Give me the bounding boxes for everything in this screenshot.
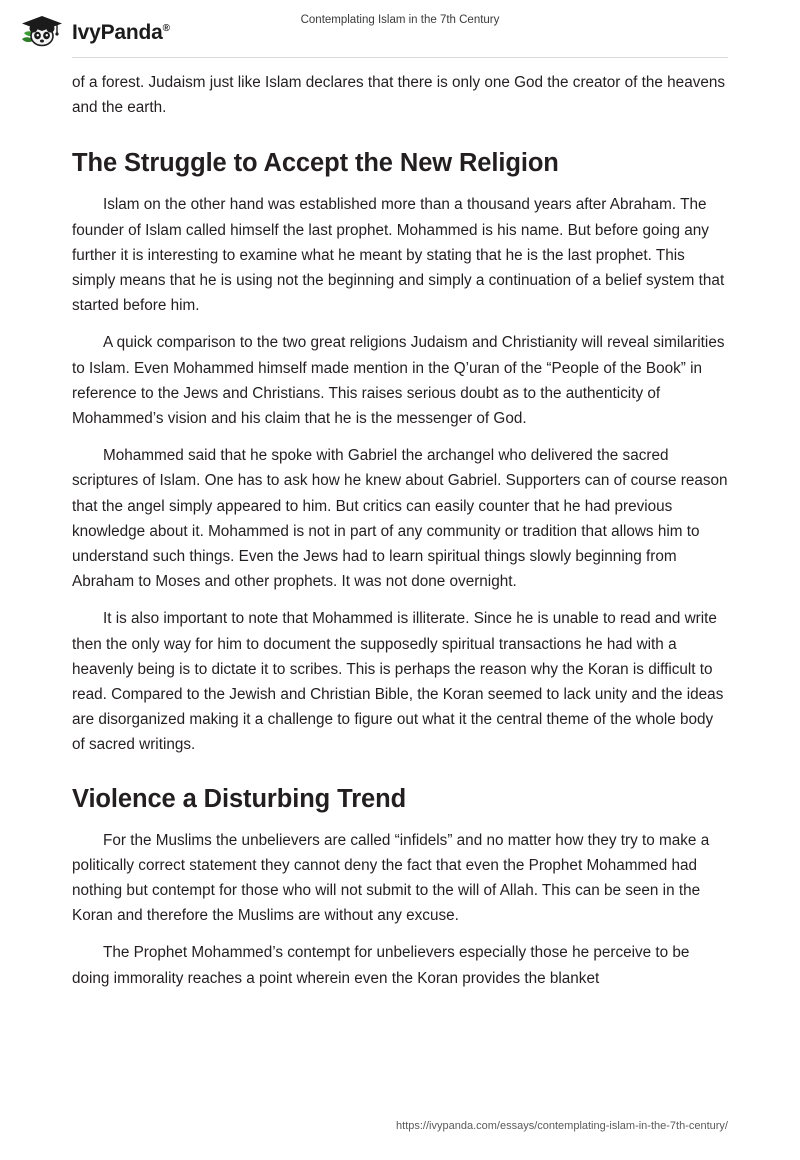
registered-mark: ®	[162, 22, 170, 34]
running-title: Contemplating Islam in the 7th Century	[300, 14, 500, 26]
section-heading: Violence a Disturbing Trend	[72, 784, 407, 813]
page-header	[0, 0, 800, 62]
paragraph: of a forest. Judaism just like Islam declares that there is only one God the creator of the heavens and the earth.	[72, 74, 726, 117]
paragraph: Mohammed said that he spoke with Gabriel the archangel who delivered the sacred scriptures of Islam. One has to ask how he knew about Gabriel. Supporters can of course reason that the angel simply appeared to him. But critics can easily counter that he had previous knowledge about it. Mohammed is not in part of any community or tradition that allows him to understand such things. Even the Jews had to learn spiritual things slowly beginning from Abraham to Moses and other prophets. It was not done overnight.	[72, 447, 728, 591]
paragraph: A quick comparison to the two great religions Judaism and Christianity will reveal similarities to Islam. Even Mohammed himself made mention in the Q’uran of the “People of the Book” in reference to the Jews and Christians. This raises serious doubt as to the authenticity of Mohammed’s vision and his claim that he is the messenger of God.	[72, 334, 725, 428]
section-heading: The Struggle to Accept the New Religion	[72, 149, 559, 178]
brand-name: IvyPanda®	[72, 20, 170, 44]
source-url[interactable]: https://ivypanda.com/essays/contemplating-islam-in-the-7th-century/	[396, 1120, 728, 1132]
document-body	[72, 70, 729, 991]
paragraph: For the Muslims the unbelievers are called “infidels” and no matter how they try to make a politically correct statement they cannot deny the fact that even the Prophet Mohammed had nothing but contempt for those who will not submit to the will of Allah. This can be seen in the Koran and therefore the Muslims are without any excuse.	[72, 831, 710, 925]
paragraph: Islam on the other hand was established more than a thousand years after Abraham. The founder of Islam called himself the last prophet. Mohammed is his name. But before going any further it is interesting to examine what he meant by stating that he is the last prophet. This simply means that he is using not the beginning and simply a continuation of a belief system that started before him.	[72, 196, 725, 315]
header-divider	[72, 57, 728, 58]
paragraph: It is also important to note that Mohammed is illiterate. Since he is unable to read and write then the only way for him to document the supposedly spiritual transactions he had with a heavenly being is to dictate it to scribes. This is perhaps the reason why the Koran is difficult to read. Compared to the Jewish and Christian Bible, the Koran seemed to lack unity and the ideas are disorganized making it a challenge to figure out what it the central theme of the whole body of sacred writings.	[72, 610, 724, 754]
paragraph: The Prophet Mohammed’s contempt for unbelievers especially those he perceive to be doing immorality reaches a point wherein even the Koran provides the blanket	[72, 944, 690, 987]
